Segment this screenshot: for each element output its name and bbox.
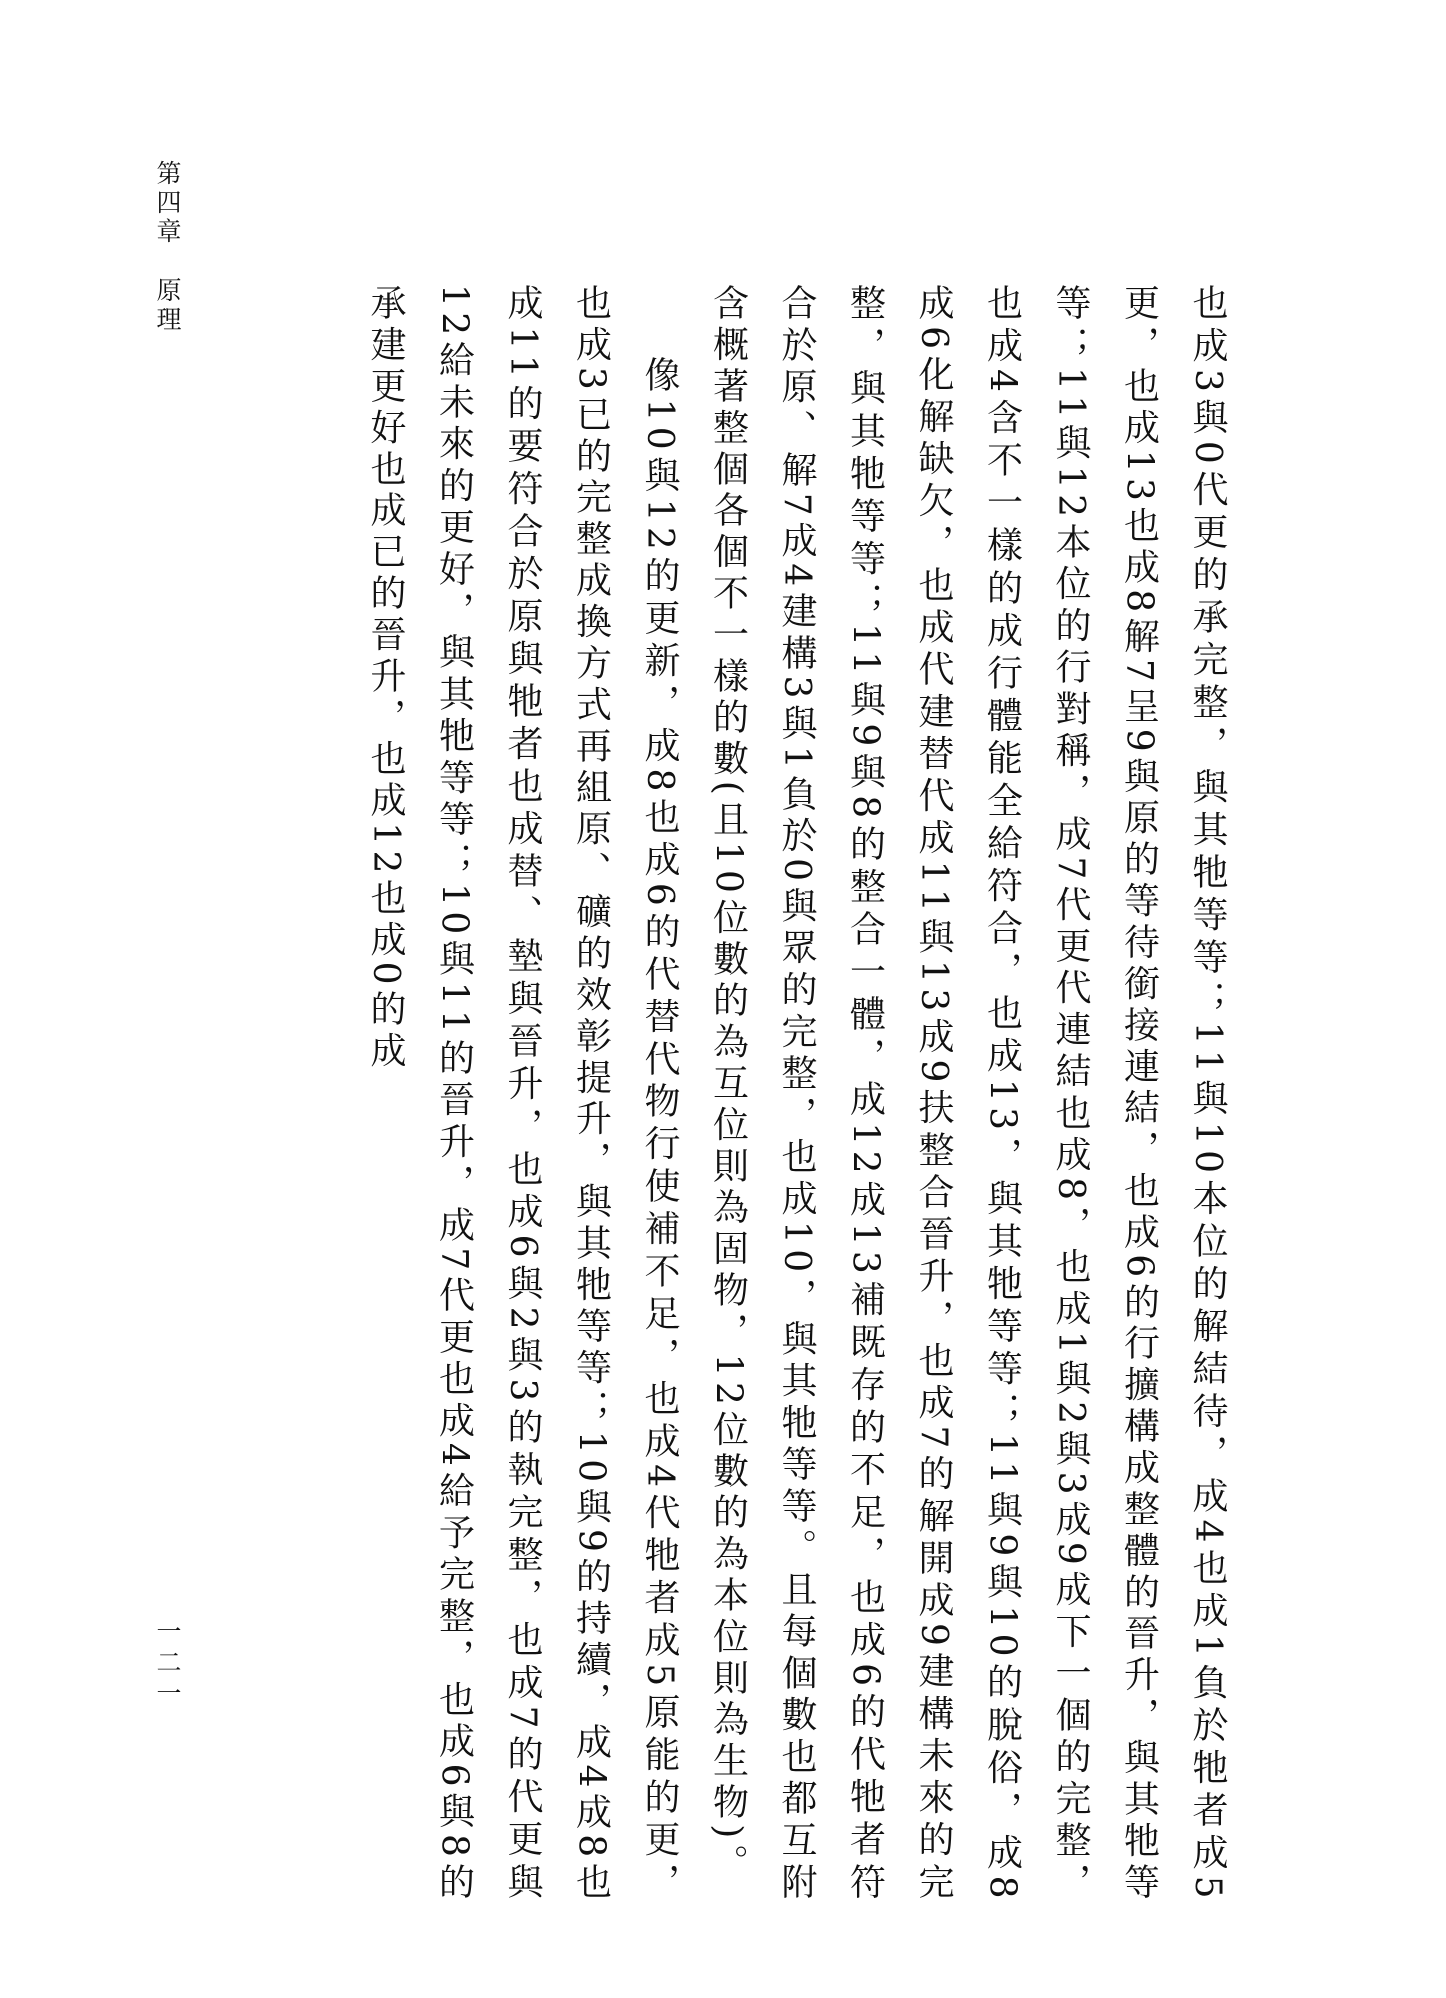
paragraph-1: 也成3與0代更的承完整，與其牠等等；11與10本位的解結待，成4也成1負於牠者成5更，也成13也成8解7呈9與原的等待銜接連結，也成6的行擴構成整體的晉升，與其牠等等；11與12本位的行對稱，成7代更代連結也成8，也成1與2與3成9成下一個的完整，也成4含不一樣的成行體能全給符合，也成13，與其牠等等；11與9與10的脫俗，成8成6化解缺欠，也成代建替代成11與13成9扶整合晉升，也成7的解開成9建構未來的完整，與其牠等等；11與9與8的整合一體，成12成13補既存的不足，也成6的代牠者符合於原、解7成4建構3與1負於0與眾的完整，也成10，與其牠等等。且每個數也都互附含概著整個各個不一樣的數(且10位數的為互位則為固物，12位數的為本位則為生物)。: [707, 284, 1228, 1904]
section-label: 原理: [153, 277, 182, 335]
running-head: [150, 160, 184, 335]
page-number: 一二一: [153, 1618, 182, 1711]
body-text: [241, 284, 1241, 1904]
paragraph-2: 像10與12的更新，成8也成6的代替代物行使補不足，也成4代牠者成5原能的更，也成3已的完整成換方式再組原、礦的效彰提升，與其牠等等；10與9的持續，成4成8也成11的要符合於原與牠者也成替、墊與晉升，也成6與2與3的執完整，也成7的代更與12給未來的更好，與其牠等等；10與11的晉升，成7代更也成4給予完整，也成6與8的承建更好也成已的晉升，也成12也成0的成: [365, 284, 680, 1904]
chapter-label: 第四章: [153, 160, 182, 247]
